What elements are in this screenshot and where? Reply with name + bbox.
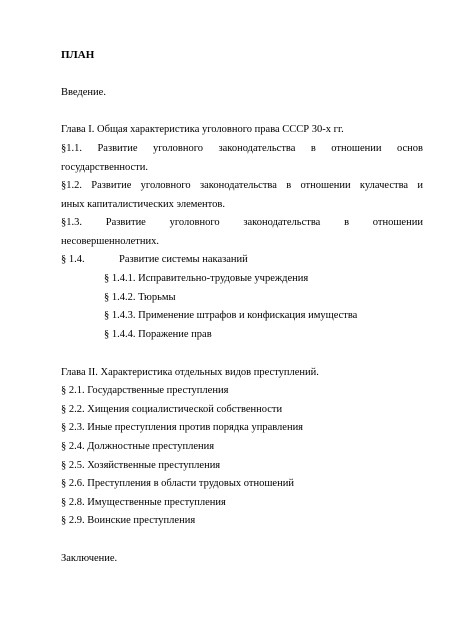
chapter2-item: § 2.3. Иные преступления против порядка управления [61, 422, 304, 433]
section-1-3-word: законодательства [243, 217, 321, 228]
intro-item: Введение. [61, 87, 106, 98]
section-1-1-word: в [310, 143, 316, 154]
page-title: ПЛАН [61, 49, 95, 61]
section-1-2-line1 [61, 179, 423, 193]
subsection-item: § 1.4.3. Применение штрафов и конфискация имущества [104, 310, 358, 321]
section-1-1-word: уголовного [153, 143, 204, 154]
section-1-2-word: в [286, 180, 292, 191]
chapter2-item: § 2.8. Имущественные преступления [61, 497, 226, 508]
chapter2-heading: Глава II. Характеристика отдельных видов преступлений. [61, 367, 319, 378]
section-1-3-word: §1.3. [61, 217, 82, 228]
section-1-4 [61, 253, 248, 267]
chapter2-item: § 2.5. Хозяйственные преступления [61, 460, 221, 471]
section-1-2-word: кулачества [359, 180, 409, 191]
section-1-2-word: и [417, 180, 423, 191]
section-1-1-word: отношении [331, 143, 382, 154]
section-1-4-text: Развитие системы наказаний [119, 254, 248, 265]
section-1-2-word: отношении [300, 180, 351, 191]
conclusion-item: Заключение. [61, 553, 118, 564]
section-1-3-word: отношении [372, 217, 423, 228]
section-1-3-word: Развитие [105, 217, 146, 228]
section-1-2-word: законодательства [199, 180, 277, 191]
section-1-3-line1 [61, 216, 423, 230]
subsection-item: § 1.4.1. Исправительно-трудовые учреждения [104, 273, 309, 284]
section-1-4-label: § 1.4. [61, 254, 85, 265]
chapter2-item: § 2.9. Воинские преступления [61, 515, 196, 526]
subsection-item: § 1.4.2. Тюрьмы [104, 292, 176, 303]
section-1-1-line2: государственности. [61, 162, 148, 173]
chapter2-item: § 2.1. Государственные преступления [61, 385, 229, 396]
section-1-3-word: уголовного [169, 217, 220, 228]
section-1-3-line2: несовершеннолетних. [61, 236, 159, 247]
section-1-1-word: §1.1. [61, 143, 82, 154]
section-1-3-word: в [344, 217, 350, 228]
section-1-2-word: §1.2. [61, 180, 82, 191]
section-1-2-word: уголовного [140, 180, 191, 191]
section-1-2-word: Развитие [91, 180, 132, 191]
section-1-1-word: Развитие [97, 143, 138, 154]
section-1-1-word: законодательства [218, 143, 296, 154]
chapter2-item: § 2.4. Должностные преступления [61, 441, 215, 452]
subsection-item: § 1.4.4. Поражение прав [104, 329, 212, 340]
section-1-1-line1 [61, 142, 423, 156]
section-1-1-word: основ [396, 143, 423, 154]
section-1-2-line2: иных капиталистических элементов. [61, 199, 225, 210]
chapter1-heading: Глава I. Общая характеристика уголовного права СССР 30-х гг. [61, 124, 344, 135]
chapter2-item: § 2.6. Преступления в области трудовых отношений [61, 478, 294, 489]
chapter2-item: § 2.2. Хищения социалистической собственности [61, 404, 283, 415]
